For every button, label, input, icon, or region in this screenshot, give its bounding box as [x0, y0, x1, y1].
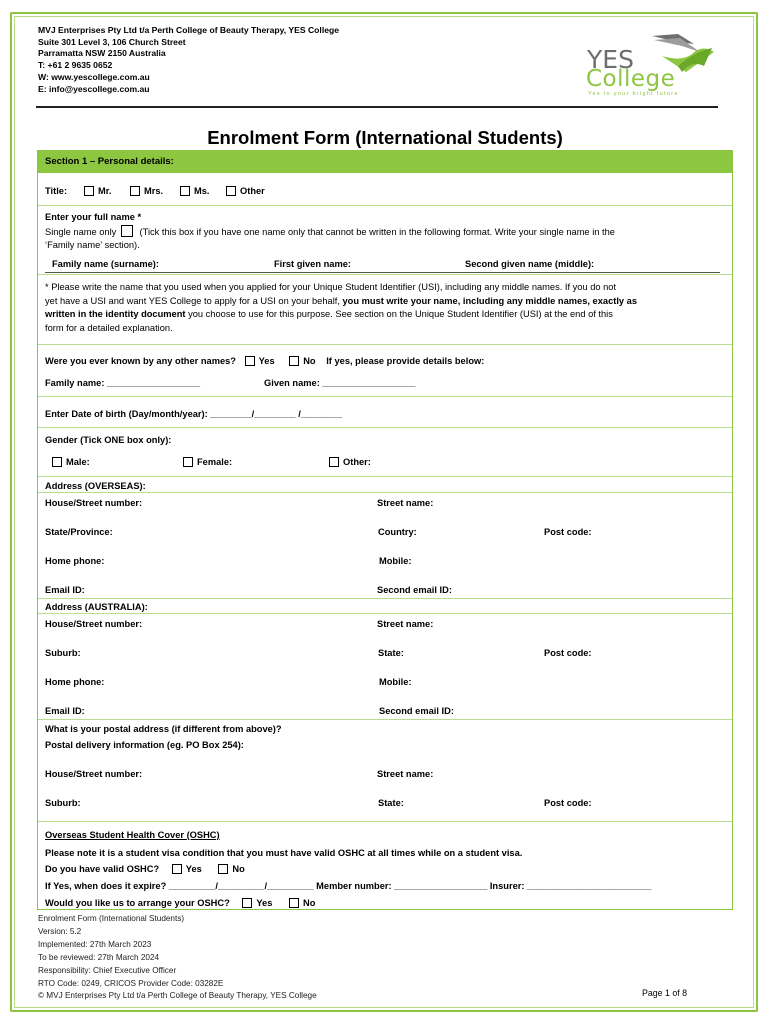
oshc-arrange-no-checkbox[interactable]: [289, 898, 299, 908]
ms-checkbox[interactable]: [180, 186, 190, 196]
first-given-name-label: First given name:: [274, 259, 351, 269]
other-names-yes-checkbox[interactable]: [245, 356, 255, 366]
overseas-home-phone-label: Home phone:: [45, 556, 105, 566]
page-title: Enrolment Form (International Students): [207, 127, 563, 148]
email: E: info@yescollege.com.au: [38, 83, 150, 94]
website: W: www.yescollege.com.au: [38, 71, 150, 82]
section-1-header: Section 1 – Personal details:: [38, 151, 732, 173]
gender-other-option[interactable]: Other:: [329, 456, 371, 468]
footer-copyright: © MVJ Enterprises Pty Ltd t/a Perth College of Beauty Therapy, YES College: [38, 991, 317, 1001]
au-postcode-label: Post code:: [544, 648, 592, 658]
au-house-label: House/Street number:: [45, 619, 143, 629]
title-label: Title:: [45, 186, 68, 196]
college-contact-block: [38, 25, 339, 95]
divider: [38, 613, 732, 614]
au-state-label: State:: [378, 648, 404, 658]
divider: [38, 598, 732, 599]
overseas-house-label: House/Street number:: [45, 498, 143, 508]
name-entry-line[interactable]: [45, 272, 720, 273]
oshc-valid-yes-checkbox[interactable]: [172, 864, 182, 874]
overseas-street-label: Street name:: [377, 498, 434, 508]
header-divider: [36, 106, 718, 108]
second-given-name-label: Second given name (middle):: [465, 259, 595, 269]
divider: [38, 205, 732, 206]
family-name-label: Family name (surname):: [52, 259, 159, 269]
overseas-state-label: State/Province:: [45, 527, 113, 537]
divider: [38, 492, 732, 493]
personal-details-section: [37, 150, 733, 910]
oshc-note: Please note it is a student visa condition that you must have valid OSHC at all times while on a student visa.: [45, 848, 523, 858]
divider: [38, 427, 732, 428]
page-number: Page 1 of 8: [642, 988, 687, 998]
divider: [38, 476, 732, 477]
australia-address-heading: Address (AUSTRALIA):: [45, 602, 148, 612]
overseas-mobile-label: Mobile:: [379, 556, 412, 566]
divider: [38, 396, 732, 397]
single-name-note-cont: ‘Family name’ section).: [45, 240, 140, 250]
au-home-phone-label: Home phone:: [45, 677, 105, 687]
divider: [38, 344, 732, 345]
postal-house-label: House/Street number:: [45, 769, 143, 779]
footer-responsibility: Responsibility: Chief Executive Officer: [38, 965, 177, 975]
single-name-row: Single name only (Tick this box if you have one name only that cannot be written in the following format. Write your single name in the: [45, 227, 615, 237]
overseas-email-label: Email ID:: [45, 585, 85, 595]
oshc-arrange-row: Would you like us to arrange your OSHC? Yes No: [45, 898, 316, 908]
title-other-option[interactable]: Other: [226, 185, 265, 197]
postal-address-question: What is your postal address (if different from above)?: [45, 724, 282, 734]
mr-checkbox[interactable]: [84, 186, 94, 196]
postal-postcode-label: Post code:: [544, 798, 592, 808]
logo-word-college: College: [586, 66, 676, 92]
address-line-1: Suite 301 Level 3, 106 Church Street: [38, 36, 186, 47]
oshc-valid-no-checkbox[interactable]: [218, 864, 228, 874]
single-name-checkbox[interactable]: [121, 225, 133, 237]
company-name: MVJ Enterprises Pty Ltd t/a Perth College of Beauty Therapy, YES College: [38, 25, 340, 35]
postal-state-label: State:: [378, 798, 404, 808]
other-names-no-checkbox[interactable]: [289, 356, 299, 366]
gender-female-option[interactable]: Female:: [183, 456, 232, 468]
male-checkbox[interactable]: [52, 457, 62, 467]
usi-note: * Please write the name that you used when you applied for your Unique Student Identifier (USI), including any middle names. If you do not yet have a USI and want YES College to apply for a USI on your behalf, you must write your name, including any middle names, exactly as written in the identity document you choose to use for this purpose. See section on the Unique Student Identifier (USI) at the end of this form for a detailed explanation.: [45, 282, 638, 333]
female-checkbox[interactable]: [183, 457, 193, 467]
logo-word-yes: YES: [587, 45, 634, 74]
overseas-email2-label: Second email ID:: [377, 585, 452, 595]
postal-delivery-label: Postal delivery information (eg. PO Box 254):: [45, 740, 244, 750]
footer-doc-name: Enrolment Form (International Students): [38, 914, 185, 923]
other-names-row: Were you ever known by any other names? Yes No If yes, please provide details below:: [45, 356, 485, 366]
full-name-label: Enter your full name *: [45, 212, 142, 222]
gender-male-option[interactable]: Male:: [52, 456, 90, 468]
postal-suburb-label: Suburb:: [45, 798, 81, 808]
gender-label: Gender (Tick ONE box only):: [45, 435, 172, 445]
postal-street-label: Street name:: [377, 769, 434, 779]
title-ms-option[interactable]: Ms.: [180, 185, 210, 197]
document-footer: [38, 913, 317, 1003]
oshc-arrange-yes-checkbox[interactable]: [242, 898, 252, 908]
oshc-expiry-member-insurer-fields[interactable]: If Yes, when does it expire? _________/_________/_________ Member number: __________________ Insurer: ________________________: [45, 881, 652, 891]
au-mobile-label: Mobile:: [379, 677, 412, 687]
divider: [38, 719, 732, 720]
au-email2-label: Second email ID:: [379, 706, 454, 716]
footer-codes: RTO Code: 0249, CRICOS Provider Code: 03282E: [38, 978, 224, 988]
title-mrs-option[interactable]: Mrs.: [130, 185, 163, 197]
divider: [38, 274, 732, 275]
address-line-2: Parramatta NSW 2150 Australia: [38, 48, 166, 59]
footer-version: Version: 5.2: [38, 926, 82, 936]
title-mr-option[interactable]: Mr.: [84, 185, 111, 197]
yes-college-logo: [582, 32, 722, 102]
date-of-birth-field[interactable]: Enter Date of birth (Day/month/year): ________/________ /________: [45, 409, 343, 419]
logo-tagline: Yes to your bright future: [588, 91, 679, 97]
phone: T: +61 2 9635 0652: [38, 60, 113, 71]
other-given-name-field[interactable]: Given name: __________________: [264, 378, 416, 388]
au-street-label: Street name:: [377, 619, 434, 629]
footer-review-date: To be reviewed: 27th March 2024: [38, 952, 160, 962]
divider: [38, 821, 732, 822]
other-family-name-field[interactable]: Family name: __________________: [45, 378, 201, 388]
oshc-heading: Overseas Student Health Cover (OSHC): [45, 830, 220, 840]
oshc-valid-row: Do you have valid OSHC? Yes No: [45, 864, 245, 874]
au-email-label: Email ID:: [45, 706, 85, 716]
gender-other-checkbox[interactable]: [329, 457, 339, 467]
footer-implemented: Implemented: 27th March 2023: [38, 939, 152, 949]
overseas-country-label: Country:: [378, 527, 417, 537]
other-checkbox[interactable]: [226, 186, 236, 196]
overseas-postcode-label: Post code:: [544, 527, 592, 537]
au-suburb-label: Suburb:: [45, 648, 81, 658]
mrs-checkbox[interactable]: [130, 186, 140, 196]
overseas-address-heading: Address (OVERSEAS):: [45, 481, 146, 491]
